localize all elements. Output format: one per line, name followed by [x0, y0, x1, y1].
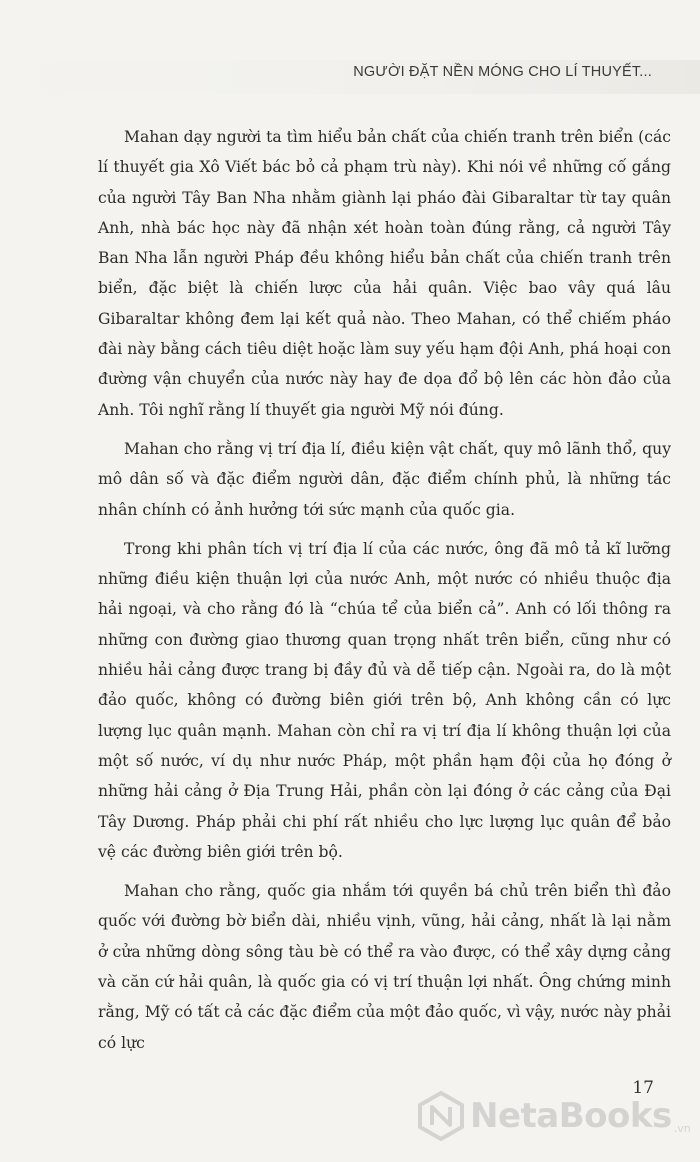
running-header-title: NGƯỜI ĐẶT NỀN MÓNG CHO LÍ THUYẾT...: [353, 64, 652, 80]
paragraph-2: Mahan cho rằng vị trí địa lí, điều kiện vật chất, quy mô lãnh thổ, quy mô dân số và đặc điểm người dân, đặc điểm chính phủ, là những tác nhân chính có ảnh hưởng tới sức mạnh của quốc gia.: [98, 439, 671, 519]
page-number: 17: [632, 1078, 654, 1098]
netabooks-logo-icon: [418, 1091, 464, 1141]
watermark: [418, 1091, 691, 1141]
paragraph-1: Mahan dạy người ta tìm hiểu bản chất của chiến tranh trên biển (các lí thuyết gia Xô Viết bác bỏ cả phạm trù này). Khi nói về những cố gắng của người Tây Ban Nha nhằm giành lại pháo đài Gibaraltar từ tay quân Anh, nhà bác học này đã nhận xét hoàn toàn đúng rằng, cả người Tây Ban Nha lẫn người Pháp đều không hiểu bản chất của chiến tranh trên biển, đặc biệt là chiến lược của hải quân. Việc bao vây quá lâu Gibaraltar không đem lại kết quả nào. Theo Mahan, có thể chiếm pháo đài này bằng cách tiêu diệt hoặc làm suy yếu hạm đội Anh, phá hoại con đường vận chuyển của nước này hay đe dọa đổ bộ lên các hòn đảo của Anh. Tôi nghĩ rằng lí thuyết gia người Mỹ nói đúng.: [98, 128, 671, 419]
watermark-brand: NetaBooks: [470, 1096, 672, 1136]
watermark-suffix: .vn: [673, 1122, 691, 1135]
page-body: [98, 122, 671, 1067]
paragraph-3: Trong khi phân tích vị trí địa lí của các nước, ông đã mô tả kĩ lưỡng những điều kiện thuận lợi của nước Anh, một nước có nhiều thuộc địa hải ngoại, và cho rằng đó là “chúa tể của biển cả”. Anh có lối thông ra những con đường giao thương quan trọng nhất trên biển, cũng như có nhiều hải cảng được trang bị đầy đủ và dễ tiếp cận. Ngoài ra, do là một đảo quốc, không có đường biên giới trên bộ, Anh không cần có lực lượng lục quân mạnh. Mahan còn chỉ ra vị trí địa lí không thuận lợi của một số nước, ví dụ như nước Pháp, một phần hạm đội của họ đóng ở những hải cảng ở Địa Trung Hải, phần còn lại đóng ở các cảng của Đại Tây Dương. Pháp phải chi phí rất nhiều cho lực lượng lục quân để bảo vệ các đường biên giới trên bộ.: [98, 539, 671, 861]
paragraph-4: Mahan cho rằng, quốc gia nhắm tới quyền bá chủ trên biển thì đảo quốc với đường bờ biển dài, nhiều vịnh, vũng, hải cảng, nhất là lại nằm ở cửa những dòng sông tàu bè có thể ra vào được, có thể xây dựng cảng và căn cứ hải quân, là quốc gia có vị trí thuận lợi nhất. Ông chứng minh rằng, Mỹ có tất cả các đặc điểm của một đảo quốc, vì vậy, nước này phải có lực: [98, 882, 671, 1052]
